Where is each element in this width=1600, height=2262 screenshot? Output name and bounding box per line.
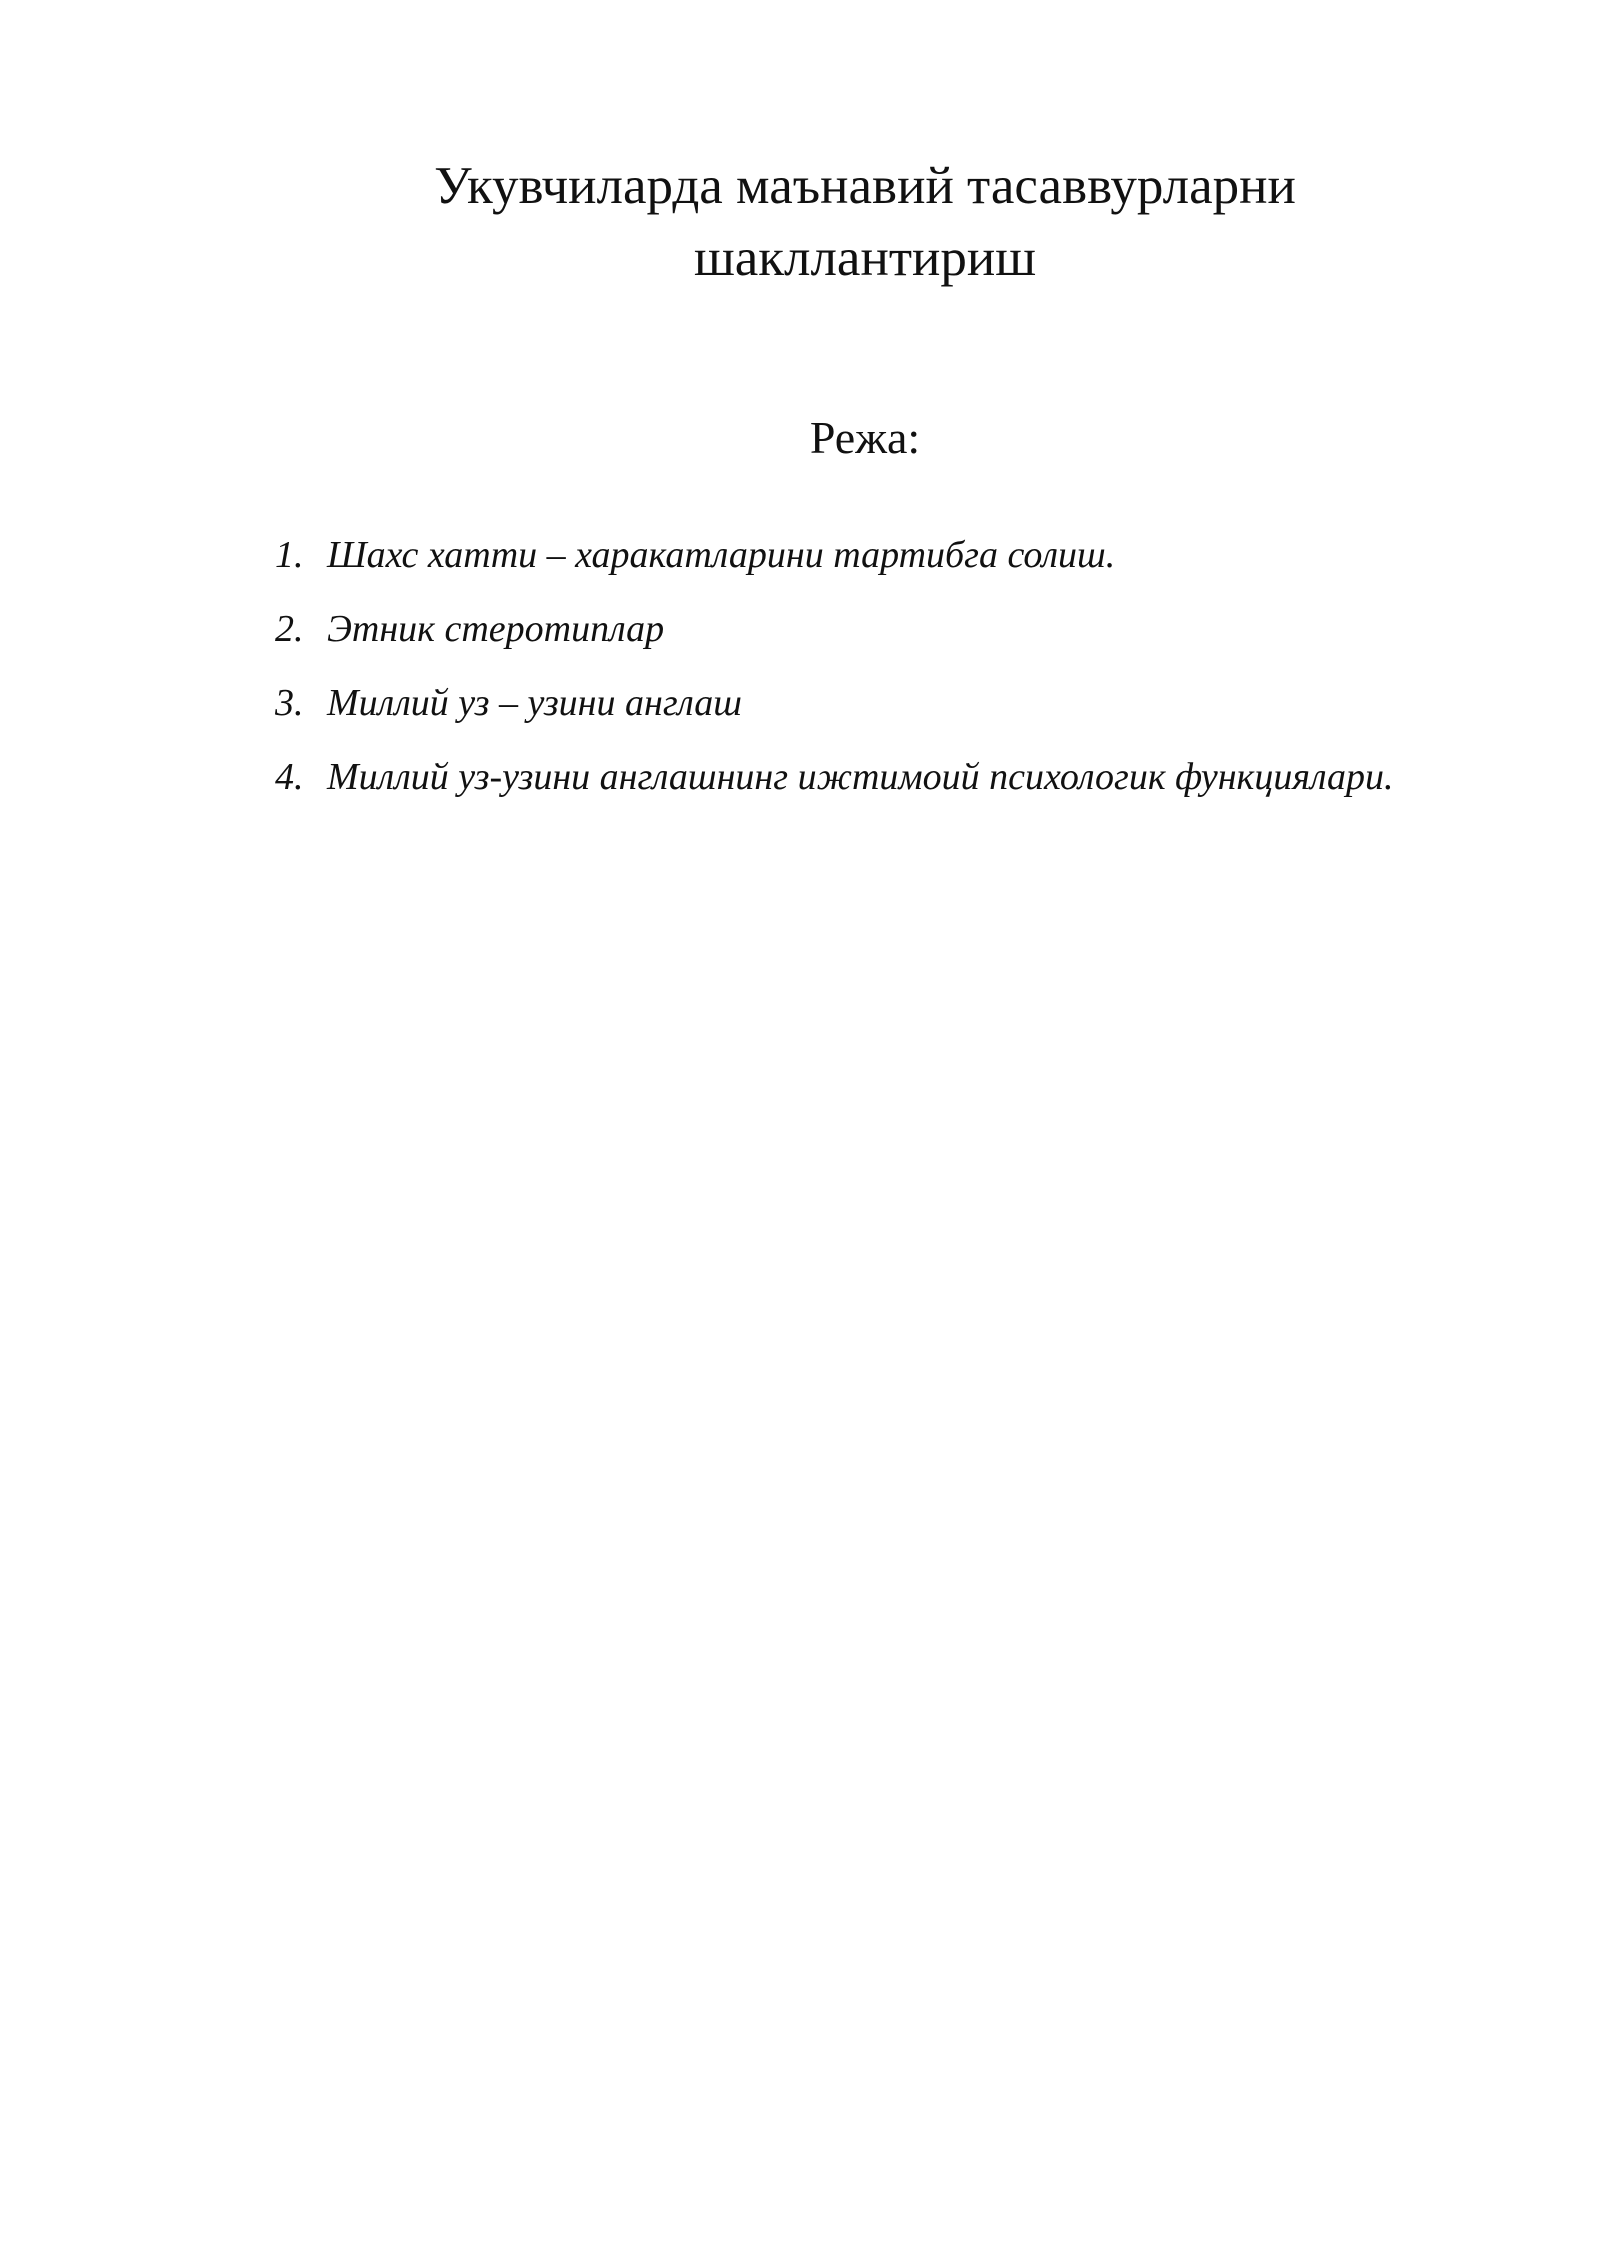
plan-item [275,518,1475,592]
plan-item-number: 1. [275,534,304,576]
plan-item-number: 4. [275,756,304,798]
plan-item [275,666,1475,740]
plan-item-text: Миллий уз – узини англаш [327,682,742,724]
plan-item-text: Миллий уз-узини англашнинг ижтимоий психологик функциялари. [327,756,1394,798]
plan-item-text: Этник стеротиплар [327,608,665,650]
title-line-2: шакллантириш [693,229,1037,287]
plan-item-text: Шахс хатти – харакатларини тартибга солиш. [327,534,1116,576]
plan-heading: Режа: [809,412,921,463]
document-title [200,150,1530,294]
plan-item-number: 2. [275,608,304,650]
plan-item-number: 3. [275,682,304,724]
plan-list [275,518,1475,814]
plan-item [275,592,1475,666]
title-line-1: Укувчиларда маънавий тасаввурларни [434,157,1296,215]
plan-item [275,740,1475,814]
